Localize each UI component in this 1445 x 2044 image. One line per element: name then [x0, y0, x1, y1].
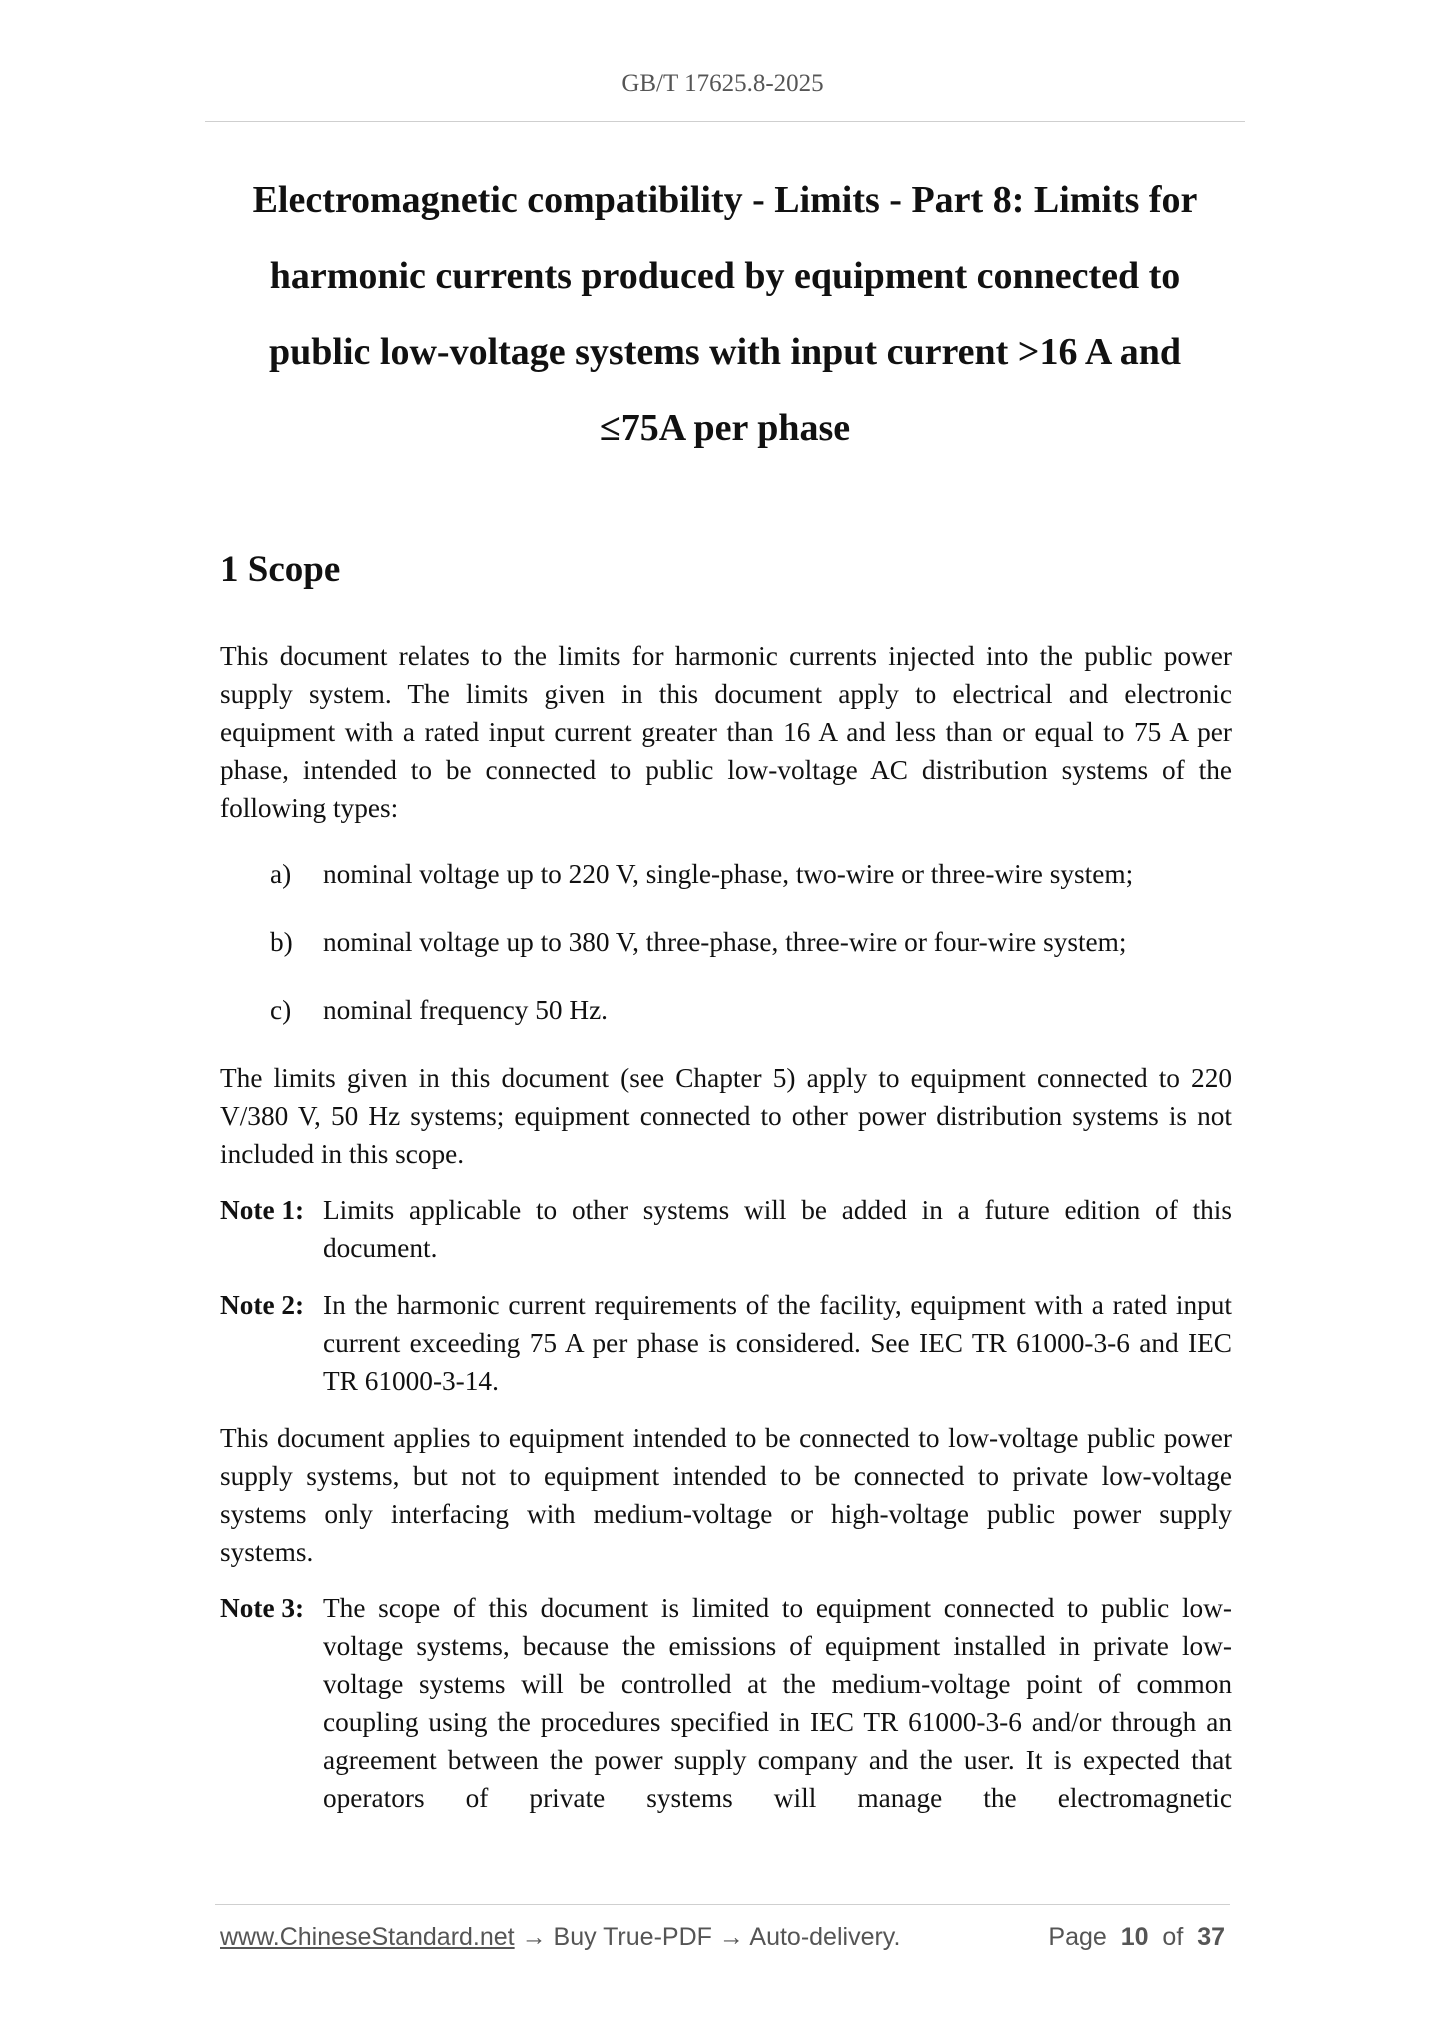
list-text: nominal voltage up to 380 V, three-phase, three-wire or four-wire system;	[323, 927, 1127, 957]
note-2	[220, 1286, 1232, 1400]
list-text: nominal frequency 50 Hz.	[323, 995, 609, 1025]
applicability-paragraph: This document applies to equipment intended to be connected to low-voltage public power supply systems, but not to equipment intended to be connected to private low-voltage systems only interfacing with medium-voltage or high-voltage public power supply systems.	[220, 1423, 1232, 1567]
title-line: harmonic currents produced by equipment connected to	[269, 255, 1181, 297]
footer-promo	[220, 1923, 900, 1952]
document-title	[205, 162, 1245, 466]
scope-paragraph: This document relates to the limits for harmonic currents injected into the public power supply system. The limits given in this document apply to electrical and electronic equipment with a rated input current greater than 16 A and less than or equal to 75 A per phase, intended to be connected to public low-voltage AC distribution systems of the following types:	[220, 641, 1232, 823]
note-text: In the harmonic current requirements of the facility, equipment with a rated input current exceeding 75 A per phase is considered. See IEC TR 61000-3-6 and IEC TR 61000-3-14.	[323, 1290, 1232, 1396]
list-item	[220, 923, 1232, 961]
limits-paragraph: The limits given in this document (see Chapter 5) apply to equipment connected to 220 V/380 V, 50 Hz systems; equipment connected to other power distribution systems is not included in this scope.	[220, 1063, 1232, 1169]
title-line: public low-voltage systems with input current >16 A and	[269, 331, 1181, 373]
website-link[interactable]: www.ChineseStandard.net	[220, 1923, 515, 1951]
footer-divider	[215, 1904, 1230, 1905]
note-3	[220, 1589, 1232, 1817]
total-pages: 37	[1197, 1923, 1225, 1951]
page-indicator	[1048, 1923, 1225, 1952]
list-marker: c)	[270, 995, 292, 1025]
page-number: 10	[1120, 1923, 1149, 1951]
header-divider	[205, 121, 1245, 122]
list-item	[220, 855, 1232, 893]
note-1	[220, 1191, 1232, 1267]
list-marker: b)	[270, 927, 293, 957]
page-word: Page	[1048, 1923, 1107, 1951]
title-line: ≤75A per phase	[599, 407, 851, 449]
of-word: of	[1162, 1923, 1184, 1951]
section-heading: 1 Scope	[220, 549, 341, 590]
footer-tagline: → Buy True-PDF → Auto-delivery.	[514, 1923, 901, 1951]
note-text: The scope of this document is limited to equipment connected to public low-voltage systems, because the emissions of equipment installed in private low-voltage systems will be controlled at the medium-voltage point of common coupling using the procedures specified in IEC TR 61000-3-6 and/or through an agreement between the power supply company and the user. It is expected that operators of private systems will manage the electromagnetic	[323, 1593, 1232, 1813]
note-label: Note 3:	[220, 1593, 305, 1623]
note-label: Note 2:	[220, 1290, 305, 1320]
list-marker: a)	[270, 859, 292, 889]
title-line: Electromagnetic compatibility - Limits - Part 8: Limits for	[252, 179, 1198, 221]
list-item	[220, 991, 1232, 1029]
section-body	[220, 637, 1232, 1836]
note-text: Limits applicable to other systems will be added in a future edition of this document.	[323, 1195, 1232, 1263]
list-text: nominal voltage up to 220 V, single-phase, two-wire or three-wire system;	[323, 859, 1134, 889]
document-header: GB/T 17625.8-2025	[621, 70, 824, 97]
note-label: Note 1:	[220, 1195, 305, 1225]
